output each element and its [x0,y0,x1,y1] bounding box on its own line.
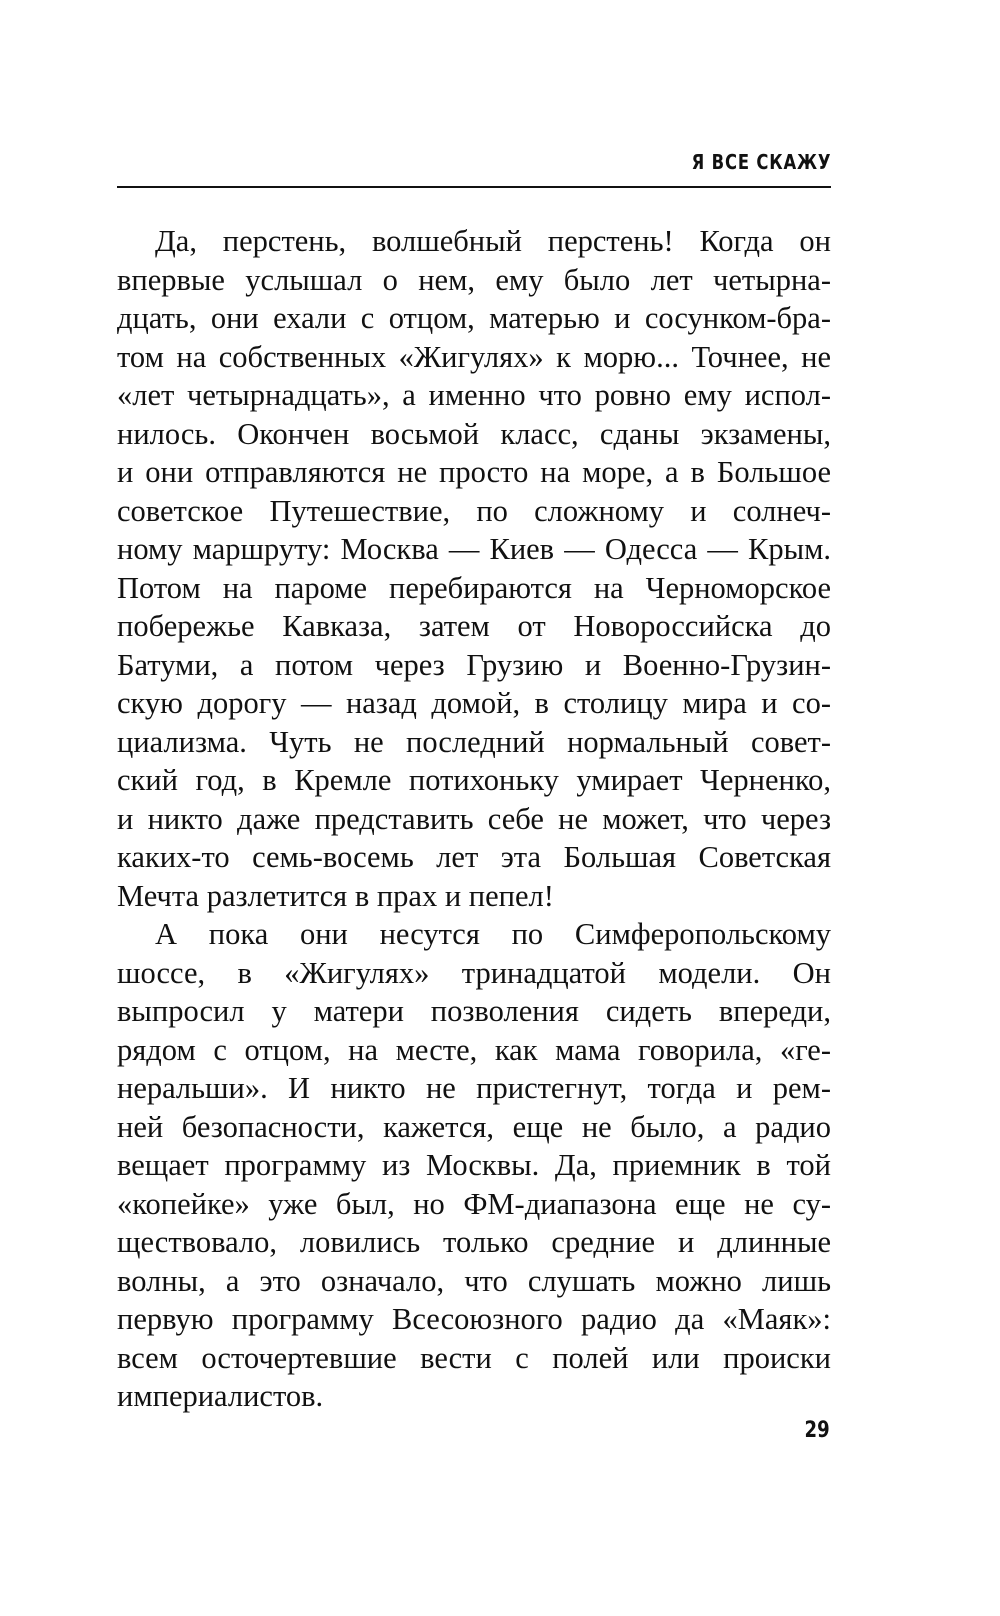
running-head [117,150,831,188]
text-line: Мечта разлетится в прах и пепел! [117,878,554,913]
text-line: скую дорогу — назад домой, в столицу мира и со- [117,686,831,720]
text-line: всем осточертевшие вести с полей или происки [117,1340,831,1375]
text-line: советское Путешествие, по сложному и солнеч- [117,493,831,528]
text-line: шоссе, в «Жигулях» тринадцатой модели. Он [117,955,831,990]
text-line: Потом на пароме перебираются на Черноморское [117,570,831,605]
text-line: побережье Кавказа, затем от Новороссийска до [117,609,831,643]
text-line: первую программу Всесоюзного радио да «Маяк»: [117,1302,831,1336]
text-line: ществовало, ловились только средние и длинные [117,1225,831,1259]
text-line: рядом с отцом, на месте, как мама говорила, «ге- [117,1032,831,1067]
running-head-title: Я ВСЕ СКАЖУ [691,150,831,174]
text-line: волны, а это означало, что слушать можно лишь [117,1263,831,1298]
text-line: Да, перстень, волшебный перстень! Когда он [155,224,831,258]
text-line: империалистов. [117,1379,324,1413]
text-line: неральши». И никто не пристегнут, тогда и рем- [117,1071,831,1105]
page-number: 29 [804,1418,830,1443]
text-line: и никто даже представить себе не может, что через [117,801,831,836]
text-line: циализма. Чуть не последний нормальный совет- [117,724,831,759]
text-line: дцать, они ехали с отцом, матерью и сосунком-бра- [117,301,831,335]
text-line: каких-то семь-восемь лет эта Большая Советская [117,840,831,874]
body-text [117,222,831,1416]
text-line: том на собственных «Жигулях» к морю... Точнее, не [117,339,831,374]
text-line: впервые услышал о нем, ему было лет четырна- [117,262,831,297]
text-line: А пока они несутся по Симферопольскому [155,917,831,951]
text-line: «копейке» уже был, но ФМ-диапазона еще не су- [117,1186,831,1221]
text-line: ней безопасности, кажется, еще не было, а радио [117,1109,831,1144]
text-line: и они отправляются не просто на море, а в Большое [117,455,831,489]
text-line: ному маршруту: Москва — Киев — Одесса — Крым. [117,532,831,566]
text-line: Батуми, а потом через Грузию и Военно-Грузин- [117,647,831,682]
text-line: нилось. Окончен восьмой класс, сданы экзамены, [117,416,831,451]
text-line: выпросил у матери позволения сидеть впереди, [117,994,831,1028]
text-line: вещает программу из Москвы. Да, приемник в той [117,1148,831,1182]
text-line: ский год, в Кремле потихоньку умирает Черненко, [117,763,831,797]
text-line: «лет четырнадцать», а именно что ровно ему испол- [117,378,831,412]
